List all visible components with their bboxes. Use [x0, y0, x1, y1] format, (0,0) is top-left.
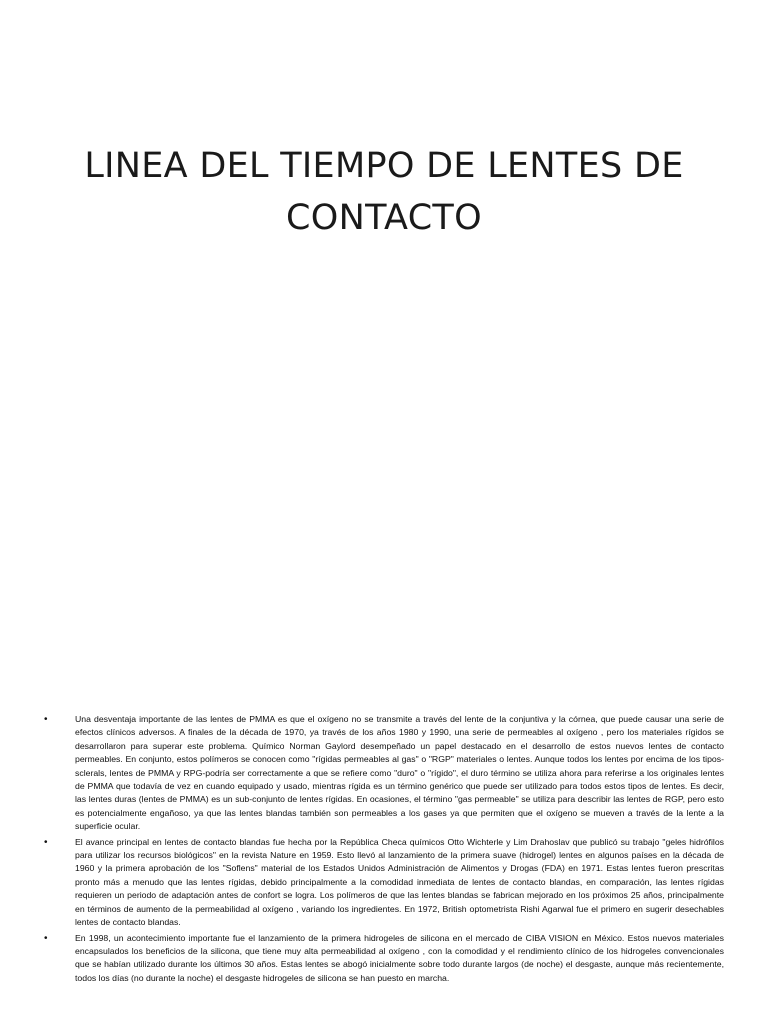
bullet-marker: •: [44, 714, 48, 725]
bullet-text: En 1998, un acontecimiento importante fue el lanzamiento de la primera hidrogeles de silicona en el mercado de CIBA VISION en México. Estos nuevos materiales encapsulados los beneficios de la silicona, que tiene muy alta permeabilidad al oxígeno , con la comodidad y el rendimiento clínico de los hidrogeles convencionales que se habían utilizado durante los últimos 30 años. Estas lentes se abogó inicialmente sobre todo durante largos (de noche) el desgaste, aunque más recientemente, todos los días (no durante la noche) el desgaste hidrogeles de silicona se han puesto en marcha.: [75, 932, 724, 983]
bullet-marker: •: [44, 932, 48, 944]
bullet-text: El avance principal en lentes de contacto blandas fue hecha por la República Checa químicos Otto Wichterle y Lim Drahoslav que publicó su trabajo "geles hidrófilos para utilizar los recursos biológicos" en la revista Nature en 1959. Esto llevó al lanzamiento de la primera suave (hidrogel) lentes en algunos países en la década de 1960 y la primera aprobación de los "Soflens" material de los Estados Unidos Administración de Alimentos y Drogas (FDA) en 1971. Estas lentes fueron prescritas pronto más a menudo que las lentes rígidas, debido principalmente a la comodidad inmediata de lentes de contacto blandas, en comparación, las lentes rígidas requieren un periodo de adaptación antes de confort se logra. Los polímeros de que las lentes blandas se fabrican mejorado en los próximos 25 años, principalmente en términos de aumento de la permeabilidad al oxígeno , variando los ingredientes. En 1972, British optometrista Rishi Agarwal fue el primero en sugerir desechables lentes de contacto blandas.: [75, 836, 724, 928]
bullet-list: [40, 713, 724, 987]
bullet-marker: •: [44, 836, 48, 848]
slide-title: LINEA DEL TIEMPO DE LENTES DE CONTACTO: [84, 146, 684, 238]
bullet-text: Una desventaja importante de las lentes de PMMA es que el oxígeno no se transmite a través del lente de la conjuntiva y la córnea, que puede causar una serie de efectos clínicos adversos. A finales de la década de 1970, ya través de los años 1980 y 1990, una serie de permeables al oxígeno , pero los materiales rígidos se desarrollaron para superar este problema. Químico Norman Gaylord desempeñado un papel destacado en el desarrollo de estos nuevos lentes de contacto permeables. En conjunto, estos polímeros se conocen como "rígidas permeables al gas" o "RGP" materiales o lentes. Aunque todos los lentes por encima de los tipos-sclerals, lentes de PMMA y RPG-podría ser correctamente a que se refiere como "duro" o "rígido", el duro término se utiliza ahora para referirse a los originales lentes de PMMA que todavía de vez en cuando equipado y usado, mientras rígida es un término genérico que puede ser utilizado para todos estos tipos de lentes. Es decir, las lentes duras (lentes de PMMA) es un sub-conjunto de lentes rígidas. En ocasiones, el término "gas permeable" se utiliza para describir las lentes de RGP, pero esto es potencialmente engañoso, ya que las lentes blandas también son permeables a los gases ya que permiten que el oxígeno se mueven a través de la lente a la superficie ocular.: [75, 714, 724, 832]
bullet-item-silicone-hydrogel: [40, 932, 724, 986]
bullet-item-pmma: [40, 713, 724, 834]
bullet-item-soft-lenses: [40, 836, 724, 930]
